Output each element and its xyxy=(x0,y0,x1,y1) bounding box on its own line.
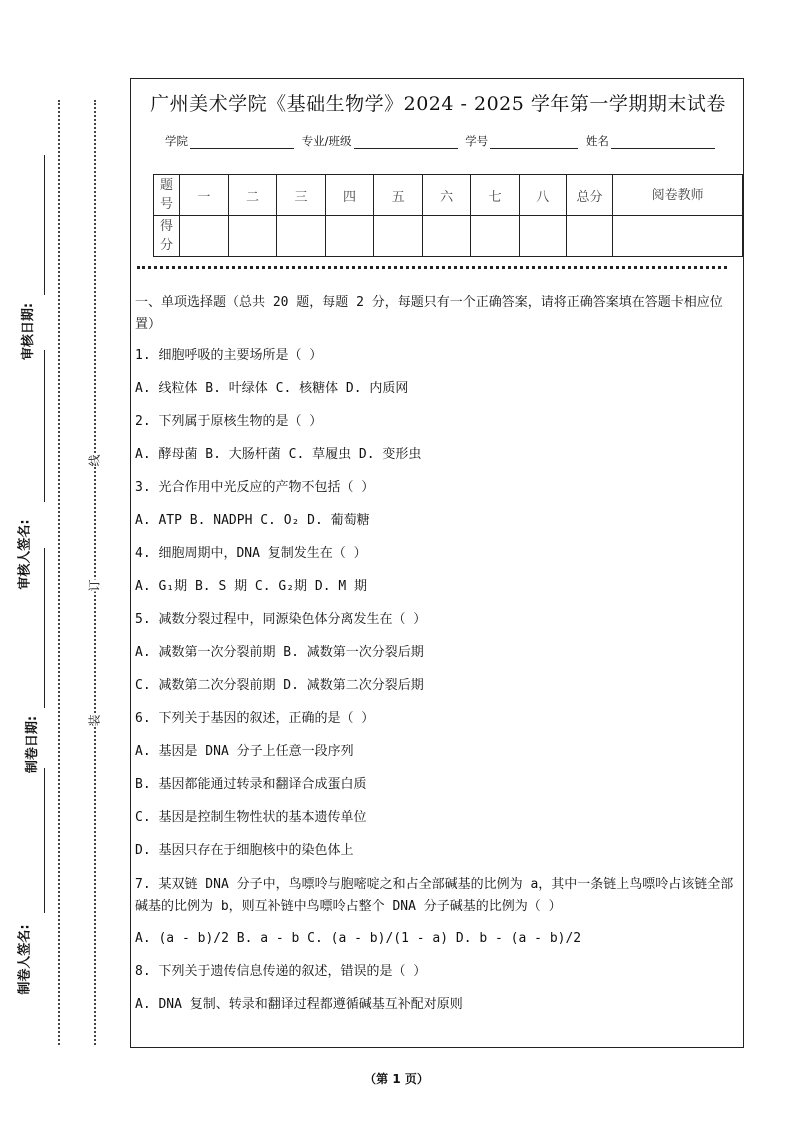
grader-header: 阅卷教师 xyxy=(613,175,743,216)
question-no-header: 题号 xyxy=(154,175,180,216)
review-date-label: 审核日期: xyxy=(21,302,37,361)
question-stem: 7. 某双链 DNA 分子中，鸟嘌呤与胞嘧啶之和占全部碱基的比例为 a，其中一条链上鸟嘌呤占该链全部碱基的比例为 b，则互补链中鸟嘌呤占整个 DNA 分子碱基的比例为（ ） xyxy=(135,877,734,914)
question-option: B. 基因都能通过转录和翻译合成蛋白质 xyxy=(135,777,367,792)
col-6: 六 xyxy=(422,175,471,216)
score-cell[interactable] xyxy=(519,216,566,257)
question-option: D. 基因只存在于细胞核中的染色体上 xyxy=(135,843,354,858)
question-stem: 1. 细胞呼吸的主要场所是（ ） xyxy=(135,348,323,363)
score-row-header: 得分 xyxy=(154,216,180,257)
drafter-signature-label: 制卷人签名: xyxy=(17,924,33,995)
section-heading: 一、单项选择题（总共 20 题，每题 2 分，每题只有一个正确答案，请将正确答案填在答题卡相应位置） xyxy=(135,295,723,332)
name-label: 姓名 xyxy=(585,134,609,148)
score-cell[interactable] xyxy=(228,216,277,257)
score-cell[interactable] xyxy=(566,216,613,257)
student-id-label: 学号 xyxy=(465,134,489,148)
review-date-line xyxy=(44,155,45,295)
draft-date-label: 制卷日期: xyxy=(25,715,41,774)
question-options: A. ATP B. NADPH C. O₂ D. 葡萄糖 xyxy=(135,513,370,528)
drafter-signature-line xyxy=(44,768,45,913)
col-3: 三 xyxy=(277,175,326,216)
score-cell[interactable] xyxy=(374,216,423,257)
question-options: A. G₁期 B. S 期 C. G₂期 D. M 期 xyxy=(135,579,368,594)
question-options: C. 减数第二次分裂前期 D. 减数第二次分裂后期 xyxy=(135,678,424,693)
question-options: A. (a - b)/2 B. a - b C. (a - b)/(1 - a) D. b - (a - b)/2 xyxy=(135,931,582,946)
col-2: 二 xyxy=(228,175,277,216)
score-cell[interactable] xyxy=(422,216,471,257)
question-options: A. 酵母菌 B. 大肠杆菌 C. 草履虫 D. 变形虫 xyxy=(135,447,422,462)
question-stem: 5. 减数分裂过程中，同源染色体分离发生在（ ） xyxy=(135,612,427,627)
bind-char-line: 线 xyxy=(84,454,105,466)
reviewer-signature-line xyxy=(44,350,45,502)
student-id-field[interactable] xyxy=(490,136,578,149)
question-stem: 4. 细胞周期中，DNA 复制发生在（ ） xyxy=(135,546,367,561)
question-option: A. DNA 复制、转录和翻译过程都遵循碱基互补配对原则 xyxy=(135,997,463,1012)
question-stem: 6. 下列关于基因的叙述，正确的是（ ） xyxy=(135,711,375,726)
major-class-label: 专业/班级 xyxy=(301,134,352,148)
page-footer: （第 1 页） xyxy=(364,1072,429,1086)
name-field[interactable] xyxy=(611,136,715,149)
major-class-field[interactable] xyxy=(354,136,458,149)
score-cell[interactable] xyxy=(471,216,520,257)
question-options: A. 减数第一次分裂前期 B. 减数第一次分裂后期 xyxy=(135,645,424,660)
question-stem: 2. 下列属于原核生物的是（ ） xyxy=(135,414,323,429)
score-table xyxy=(153,174,743,257)
col-7: 七 xyxy=(471,175,520,216)
col-total: 总分 xyxy=(566,175,613,216)
col-4: 四 xyxy=(325,175,374,216)
col-5: 五 xyxy=(374,175,423,216)
inner-dotted-line xyxy=(94,100,96,1045)
bind-char-staple: 订 xyxy=(84,579,105,591)
draft-date-line xyxy=(44,548,45,708)
score-cell[interactable] xyxy=(180,216,229,257)
bind-char-bind: 装 xyxy=(84,714,105,726)
question-option: C. 基因是控制生物性状的基本遗传单位 xyxy=(135,810,367,825)
col-1: 一 xyxy=(180,175,229,216)
reviewer-signature-label: 审核人签名: xyxy=(17,519,33,590)
question-stem: 3. 光合作用中光反应的产物不包括（ ） xyxy=(135,480,375,495)
outer-dotted-line xyxy=(58,100,60,1045)
question-stem: 8. 下列关于遗传信息传递的叙述，错误的是（ ） xyxy=(135,964,427,979)
question-options: A. 线粒体 B. 叶绿体 C. 核糖体 D. 内质网 xyxy=(135,381,409,396)
questions-area xyxy=(135,292,735,1028)
dotted-separator xyxy=(137,266,727,269)
score-cell[interactable] xyxy=(613,216,743,257)
exam-paper xyxy=(130,78,744,1048)
score-cell[interactable] xyxy=(325,216,374,257)
exam-title: 广州美术学院《基础生物学》2024 - 2025 学年第一学期期末试卷 xyxy=(150,93,726,115)
college-label: 学院 xyxy=(165,134,188,148)
college-field[interactable] xyxy=(190,136,294,149)
col-8: 八 xyxy=(519,175,566,216)
question-option: A. 基因是 DNA 分子上任意一段序列 xyxy=(135,744,354,759)
student-info-row xyxy=(165,133,719,149)
score-cell[interactable] xyxy=(277,216,326,257)
